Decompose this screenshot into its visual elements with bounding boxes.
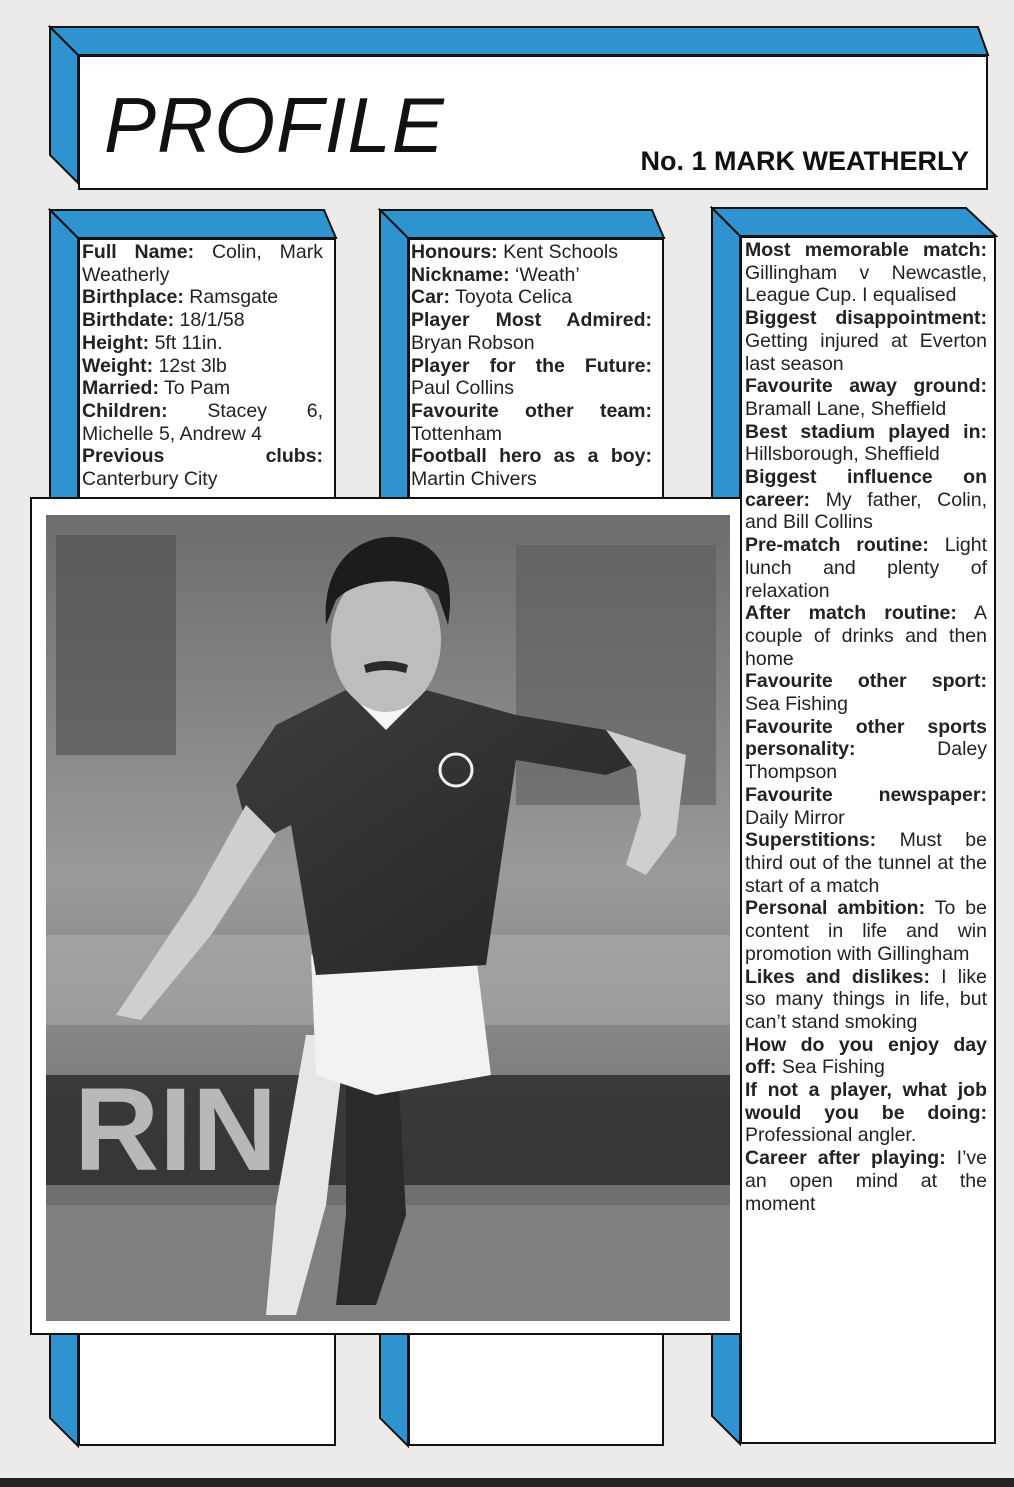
fact-favourite-other-sport: Favourite other sport: Sea Fishing xyxy=(745,670,987,716)
fact-superstitions: Superstitions: Must be third out of the tunnel at the start of a match xyxy=(745,829,987,897)
fact-biggest-influence: Biggest influence on career: My father, Colin, and Bill Collins xyxy=(745,466,987,534)
fact-nickname: Nickname: ‘Weath’ xyxy=(411,263,580,286)
fact-previous-clubs: Previous clubs: Canterbury City xyxy=(82,445,323,491)
fact-personal-ambition: Personal ambition: To be content in life and win promotion with Gillingham xyxy=(745,897,987,965)
fact-favourite-away-ground: Favourite away ground: Bramall Lane, Sheffield xyxy=(745,375,987,420)
profile-subtitle: No. 1 MARK WEATHERLY xyxy=(640,146,969,176)
column-2-text xyxy=(411,241,652,491)
fact-career-after-playing: Career after playing: I’ve an open mind at the moment xyxy=(745,1147,987,1215)
page-title: PROFILE xyxy=(104,81,445,169)
fact-best-stadium: Best stadium played in: Hillsborough, Sheffield xyxy=(745,420,987,466)
column-1-text xyxy=(82,241,323,491)
fact-biggest-disappointment: Biggest disappointment: Getting injured at Everton last season xyxy=(745,307,987,375)
fact-honours: Honours: Kent Schools xyxy=(411,241,618,263)
fact-likes-dislikes: Likes and dislikes: I like so many things in life, but can’t stand smoking xyxy=(745,965,988,1033)
fact-player-for-future: Player for the Future: Paul Collins xyxy=(411,354,652,400)
fact-football-hero: Football hero as a boy: Martin Chivers xyxy=(411,445,652,491)
page-bottom-edge xyxy=(0,1478,1014,1487)
player-photo-frame xyxy=(30,497,742,1335)
fact-favourite-sports-personality: Favourite other sports personality: Daley Thompson xyxy=(745,715,987,784)
fact-birthplace: Birthplace: Ramsgate xyxy=(82,286,279,309)
fact-day-off: How do you enjoy day off: Sea Fishing xyxy=(745,1033,987,1079)
fact-married: Married: To Pam xyxy=(82,377,231,400)
fact-birthdate: Birthdate: 18/1/58 xyxy=(82,309,245,332)
fact-player-most-admired: Player Most Admired: Bryan Robson xyxy=(411,309,652,354)
player-photo xyxy=(46,515,730,1321)
fact-favourite-other-team: Favourite other team: Tottenham xyxy=(411,399,652,445)
header-box-left-edge xyxy=(48,25,82,185)
column-3-text xyxy=(745,239,987,1215)
fact-after-match-routine: After match routine: A couple of drinks and then home xyxy=(745,602,987,670)
fact-weight: Weight: 12st 3lb xyxy=(82,354,227,377)
fact-most-memorable-match: Most memorable match: Gillingham v Newcastle, League Cup. I equalised xyxy=(745,239,987,307)
player-photo-illustration xyxy=(46,515,730,1321)
player-shorts xyxy=(311,955,491,1095)
fact-if-not-a-player: If not a player, what job would you be doing: Professional angler. xyxy=(745,1079,987,1147)
fact-height: Height: 5ft 11in. xyxy=(82,331,223,354)
fact-full-name: Full Name: Colin, Mark Weatherly xyxy=(82,241,323,286)
fact-car: Car: Toyota Celica xyxy=(411,286,573,309)
fact-pre-match-routine: Pre-match routine: Light lunch and plenty of relaxation xyxy=(745,534,987,602)
fact-children: Children: Stacey 6, Michelle 5, Andrew 4 xyxy=(82,399,323,445)
fact-favourite-newspaper: Favourite newspaper: Daily Mirror xyxy=(745,783,987,829)
advertising-board-letters: RIN xyxy=(74,1064,278,1196)
